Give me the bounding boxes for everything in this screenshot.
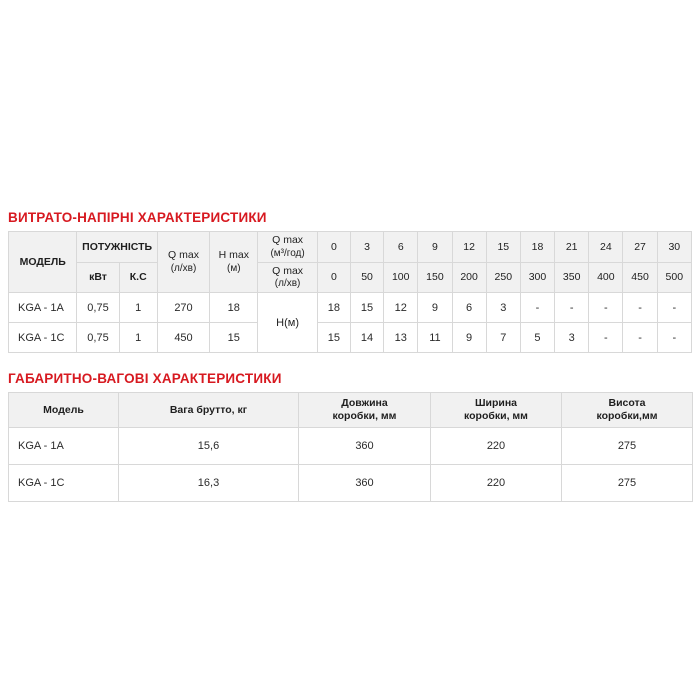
row-length: 360 <box>299 465 431 502</box>
q-l-cell: 100 <box>384 262 418 293</box>
row-h-value: 5 <box>520 323 554 353</box>
row-model: KGA - 1A <box>9 293 77 323</box>
header-qmax-m3-label: Q max <box>272 234 304 246</box>
header-qmax-l <box>258 262 317 293</box>
row-kwt: 0,75 <box>77 293 119 323</box>
q-l-cell: 200 <box>452 262 486 293</box>
q-l-cell: 50 <box>350 262 383 293</box>
row-h-value: 9 <box>452 323 486 353</box>
row-h-value: - <box>623 323 657 353</box>
header-qmax-l-unit: (л/хв) <box>274 278 301 290</box>
q-m3-cell: 15 <box>486 232 520 263</box>
row-h-value: - <box>657 293 691 323</box>
row-model: KGA - 1C <box>9 465 119 502</box>
row-height: 275 <box>562 465 693 502</box>
row-h-value: 18 <box>317 293 350 323</box>
q-m3-cell: 18 <box>520 232 554 263</box>
flow-header-row-1 <box>9 232 692 263</box>
row-ks: 1 <box>119 293 157 323</box>
row-h-value: 15 <box>350 293 383 323</box>
table-row <box>9 428 693 465</box>
row-kwt: 0,75 <box>77 323 119 353</box>
row-length: 360 <box>299 428 431 465</box>
q-l-cell: 450 <box>623 262 657 293</box>
dimensions-header-row <box>9 393 693 428</box>
header-height <box>562 393 693 428</box>
header-height-line2: коробки,мм <box>596 410 658 422</box>
header-model: Модель <box>9 393 119 428</box>
header-ks: К.С <box>119 262 157 293</box>
q-m3-cell: 30 <box>657 232 691 263</box>
header-width <box>431 393 562 428</box>
q-m3-cell: 0 <box>317 232 350 263</box>
q-m3-cell: 27 <box>623 232 657 263</box>
q-m3-cell: 9 <box>418 232 452 263</box>
q-m3-cell: 21 <box>555 232 589 263</box>
header-hm: H(м) <box>258 293 317 353</box>
row-qmax: 270 <box>157 293 209 323</box>
row-h-value: - <box>623 293 657 323</box>
header-qmax-m3-unit: (м³/год) <box>270 247 305 259</box>
q-l-cell: 400 <box>589 262 623 293</box>
header-length <box>299 393 431 428</box>
row-width: 220 <box>431 465 562 502</box>
row-h-value: 9 <box>418 293 452 323</box>
dimensions-table <box>8 392 693 502</box>
row-h-value: 6 <box>452 293 486 323</box>
header-hmax-unit: (м) <box>227 262 241 274</box>
q-l-cell: 300 <box>520 262 554 293</box>
row-h-value: - <box>555 293 589 323</box>
row-weight: 15,6 <box>119 428 299 465</box>
row-h-value: - <box>520 293 554 323</box>
row-model: KGA - 1C <box>9 323 77 353</box>
q-l-cell: 150 <box>418 262 452 293</box>
q-l-cell: 0 <box>317 262 350 293</box>
row-h-value: 14 <box>350 323 383 353</box>
header-length-line2: коробки, мм <box>332 410 397 422</box>
row-h-value: 3 <box>555 323 589 353</box>
flow-header-row-2 <box>9 262 692 293</box>
row-hmax: 15 <box>210 323 258 353</box>
header-power: ПОТУЖНІСТЬ <box>77 232 157 263</box>
header-length-line1: Довжина <box>341 397 388 410</box>
row-ks: 1 <box>119 323 157 353</box>
row-h-value: - <box>589 293 623 323</box>
q-m3-cell: 6 <box>384 232 418 263</box>
row-h-value: 12 <box>384 293 418 323</box>
row-h-value: 11 <box>418 323 452 353</box>
header-hmax <box>210 232 258 293</box>
row-h-value: - <box>657 323 691 353</box>
header-kwt: кВт <box>77 262 119 293</box>
row-h-value: 7 <box>486 323 520 353</box>
header-qmax-m3 <box>258 232 317 263</box>
table-row <box>9 323 692 353</box>
row-weight: 16,3 <box>119 465 299 502</box>
row-hmax: 18 <box>210 293 258 323</box>
header-qmax-l-label: Q max <box>272 264 304 277</box>
row-h-value: 13 <box>384 323 418 353</box>
q-m3-cell: 12 <box>452 232 486 263</box>
q-l-cell: 350 <box>555 262 589 293</box>
header-qmax-label: Q max <box>168 249 199 262</box>
header-height-line1: Висота <box>608 397 646 410</box>
row-qmax: 450 <box>157 323 209 353</box>
dimensions-section-title: ГАБАРИТНО-ВАГОВІ ХАРАКТЕРИСТИКИ <box>8 371 282 386</box>
header-model: МОДЕЛЬ <box>9 232 77 293</box>
q-m3-cell: 24 <box>589 232 623 263</box>
q-l-cell: 500 <box>657 262 691 293</box>
row-height: 275 <box>562 428 693 465</box>
header-hmax-label: H max <box>218 249 249 262</box>
table-row <box>9 293 692 323</box>
row-model: KGA - 1A <box>9 428 119 465</box>
header-qmax-unit: (л/хв) <box>170 262 197 274</box>
flow-characteristics-table <box>8 231 692 353</box>
table-row <box>9 465 693 502</box>
flow-section-title: ВИТРАТО-НАПІРНІ ХАРАКТЕРИСТИКИ <box>8 210 267 225</box>
header-qmax <box>157 232 209 293</box>
header-width-line1: Ширина <box>474 397 518 410</box>
row-h-value: 15 <box>317 323 350 353</box>
row-width: 220 <box>431 428 562 465</box>
header-width-line2: коробки, мм <box>464 410 528 422</box>
q-l-cell: 250 <box>486 262 520 293</box>
q-m3-cell: 3 <box>350 232 383 263</box>
row-h-value: 3 <box>486 293 520 323</box>
header-weight: Вага брутто, кг <box>119 393 299 428</box>
row-h-value: - <box>589 323 623 353</box>
